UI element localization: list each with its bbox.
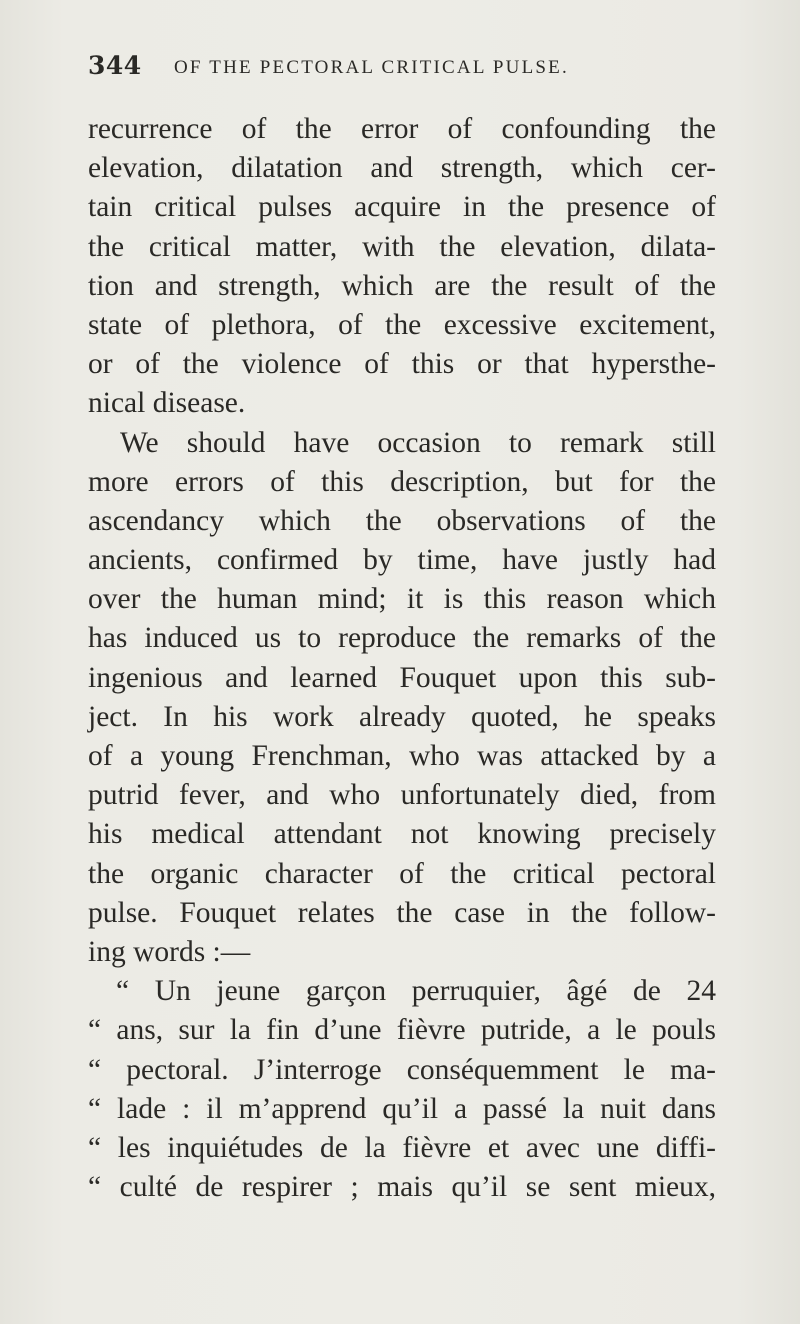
page-number: 344: [88, 51, 142, 80]
text-line: recurrence of the error of confounding the: [88, 113, 716, 145]
running-head: OF THE PECTORAL CRITICAL PULSE.: [174, 57, 569, 78]
text-line: of a young Frenchman, who was attacked by a: [88, 740, 716, 772]
page-header: [88, 46, 728, 86]
text-line: ing words :—: [88, 935, 251, 968]
text-line: ject. In his work already quoted, he speaks: [88, 700, 716, 733]
text-line: elevation, dilatation and strength, which cer-: [88, 152, 716, 185]
text-line: ascendancy which the observations of the: [88, 504, 716, 537]
text-line: has induced us to reproduce the remarks of the: [88, 622, 716, 655]
quote-line: “ pectoral. J’interroge conséquemment le ma-: [88, 1053, 716, 1086]
text-line: pulse. Fouquet relates the case in the follow-: [88, 896, 716, 929]
text-line: ingenious and learned Fouquet upon this sub-: [88, 661, 716, 694]
text-line: tain critical pulses acquire in the presence of: [88, 191, 716, 224]
text-line: more errors of this description, but for the: [88, 465, 716, 498]
text-line: ancients, confirmed by time, have justly had: [88, 544, 716, 577]
quote-line: “ Un jeune garçon perruquier, âgé de 24: [116, 975, 716, 1008]
quote-line: “ culté de respirer ; mais qu’il se sent mieux,: [88, 1171, 716, 1204]
text-line: We should have occasion to remark still: [120, 426, 716, 459]
quote-line: “ les inquiétudes de la fièvre et avec une diffi-: [88, 1131, 716, 1164]
body-text: [88, 110, 716, 1207]
text-line: or of the violence of this or that hypersthe-: [88, 348, 716, 381]
text-line: over the human mind; it is this reason which: [88, 583, 716, 616]
text-line: his medical attendant not knowing precisely: [88, 818, 716, 851]
quote-line: “ lade : il m’apprend qu’il a passé la nuit dans: [88, 1092, 716, 1125]
quote-line: “ ans, sur la fin d’une fièvre putride, a le pouls: [88, 1014, 716, 1047]
text-line: putrid fever, and who unfortunately died, from: [88, 779, 716, 812]
text-line: nical disease.: [88, 387, 246, 420]
text-line: state of plethora, of the excessive excitement,: [88, 308, 716, 341]
text-line: the organic character of the critical pectoral: [88, 857, 716, 890]
text-line: the critical matter, with the elevation, dilata-: [88, 230, 716, 263]
text-line: tion and strength, which are the result of the: [88, 269, 716, 302]
